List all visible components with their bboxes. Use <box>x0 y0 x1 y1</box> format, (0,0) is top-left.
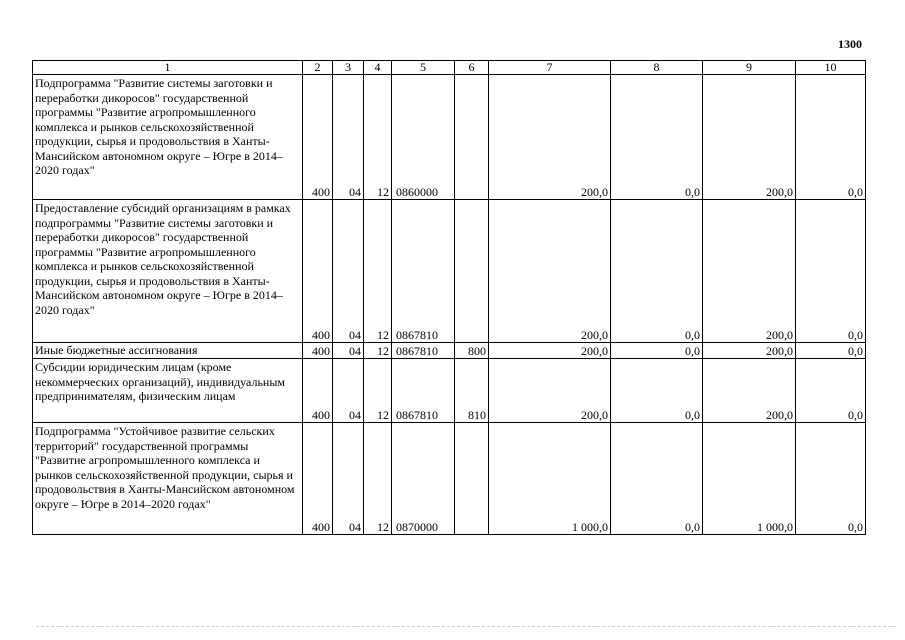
cell-col2: 400 <box>303 359 333 423</box>
cell-col7: 200,0 <box>489 75 611 200</box>
column-header: 2 <box>303 61 333 75</box>
row-name: Субсидии юридическим лицам (кроме некоммерческих организаций), индивидуальным предпринимателям, физическим лицам <box>33 359 303 423</box>
column-header: 7 <box>489 61 611 75</box>
cell-col9: 200,0 <box>703 359 796 423</box>
cell-col7: 200,0 <box>489 343 611 359</box>
cell-col10: 0,0 <box>796 75 866 200</box>
cell-col2: 400 <box>303 200 333 343</box>
cell-col4: 12 <box>364 359 392 423</box>
cell-col7: 200,0 <box>489 359 611 423</box>
page-number: 1300 <box>838 37 862 51</box>
cell-col4: 12 <box>364 200 392 343</box>
cell-col6: 810 <box>455 359 489 423</box>
cell-col6 <box>455 200 489 343</box>
cell-col10: 0,0 <box>796 343 866 359</box>
cell-col9: 200,0 <box>703 200 796 343</box>
cell-col8: 0,0 <box>611 359 703 423</box>
cell-col5: 0860000 <box>392 75 455 200</box>
cell-col10: 0,0 <box>796 200 866 343</box>
table-row <box>33 200 866 343</box>
cell-col5: 0867810 <box>392 359 455 423</box>
cell-col3: 04 <box>333 359 364 423</box>
row-name: Иные бюджетные ассигнования <box>33 343 303 359</box>
column-header: 1 <box>33 61 303 75</box>
cell-col5: 0870000 <box>392 423 455 535</box>
table-row <box>33 359 866 423</box>
column-header: 5 <box>392 61 455 75</box>
row-name: Предоставление субсидий организациям в рамках подпрограммы "Развитие системы заготовки и переработки дикоросов" государственной программы "Развитие агропромышленного комплекса и рынков сельскохозяйственной продукции, сырья и продовольствия в Ханты-Мансийском автономном округе – Югре в 2014–2020 годах" <box>33 200 303 343</box>
cell-col9: 1 000,0 <box>703 423 796 535</box>
table-row <box>33 343 866 359</box>
cell-col2: 400 <box>303 75 333 200</box>
cell-col4: 12 <box>364 343 392 359</box>
cell-col8: 0,0 <box>611 75 703 200</box>
cell-col10: 0,0 <box>796 423 866 535</box>
cell-col8: 0,0 <box>611 423 703 535</box>
cell-col3: 04 <box>333 343 364 359</box>
cell-col5: 0867810 <box>392 200 455 343</box>
cell-col6 <box>455 423 489 535</box>
cell-col9: 200,0 <box>703 75 796 200</box>
cell-col7: 200,0 <box>489 200 611 343</box>
row-name: Подпрограмма "Устойчивое развитие сельских территорий" государственной программы "Развитие агропромышленного комплекса и рынков сельскохозяйственной продукции, сырья и продовольствия в Ханты-Мансийском автономном округе – Югре в 2014–2020 годах" <box>33 423 303 535</box>
budget-table <box>32 60 866 535</box>
cell-col2: 400 <box>303 343 333 359</box>
cell-col10: 0,0 <box>796 359 866 423</box>
cell-col4: 12 <box>364 75 392 200</box>
column-header: 4 <box>364 61 392 75</box>
cell-col3: 04 <box>333 75 364 200</box>
cell-col9: 200,0 <box>703 343 796 359</box>
cell-col3: 04 <box>333 423 364 535</box>
column-header: 8 <box>611 61 703 75</box>
table-row <box>33 423 866 535</box>
scan-edge-line <box>36 626 896 627</box>
cell-col4: 12 <box>364 423 392 535</box>
table-row <box>33 75 866 200</box>
cell-col5: 0867810 <box>392 343 455 359</box>
column-header: 3 <box>333 61 364 75</box>
cell-col6 <box>455 75 489 200</box>
column-header: 9 <box>703 61 796 75</box>
cell-col3: 04 <box>333 200 364 343</box>
row-name: Подпрограмма "Развитие системы заготовки и переработки дикоросов" государственной программы "Развитие агропромышленного комплекса и рынков сельскохозяйственной продукции, сырья и продовольствия в Ханты-Мансийском автономном округе – Югре в 2014–2020 годах" <box>33 75 303 200</box>
cell-col8: 0,0 <box>611 200 703 343</box>
cell-col8: 0,0 <box>611 343 703 359</box>
table-header-row <box>33 61 866 75</box>
cell-col2: 400 <box>303 423 333 535</box>
cell-col7: 1 000,0 <box>489 423 611 535</box>
column-header: 6 <box>455 61 489 75</box>
column-header: 10 <box>796 61 866 75</box>
cell-col6: 800 <box>455 343 489 359</box>
